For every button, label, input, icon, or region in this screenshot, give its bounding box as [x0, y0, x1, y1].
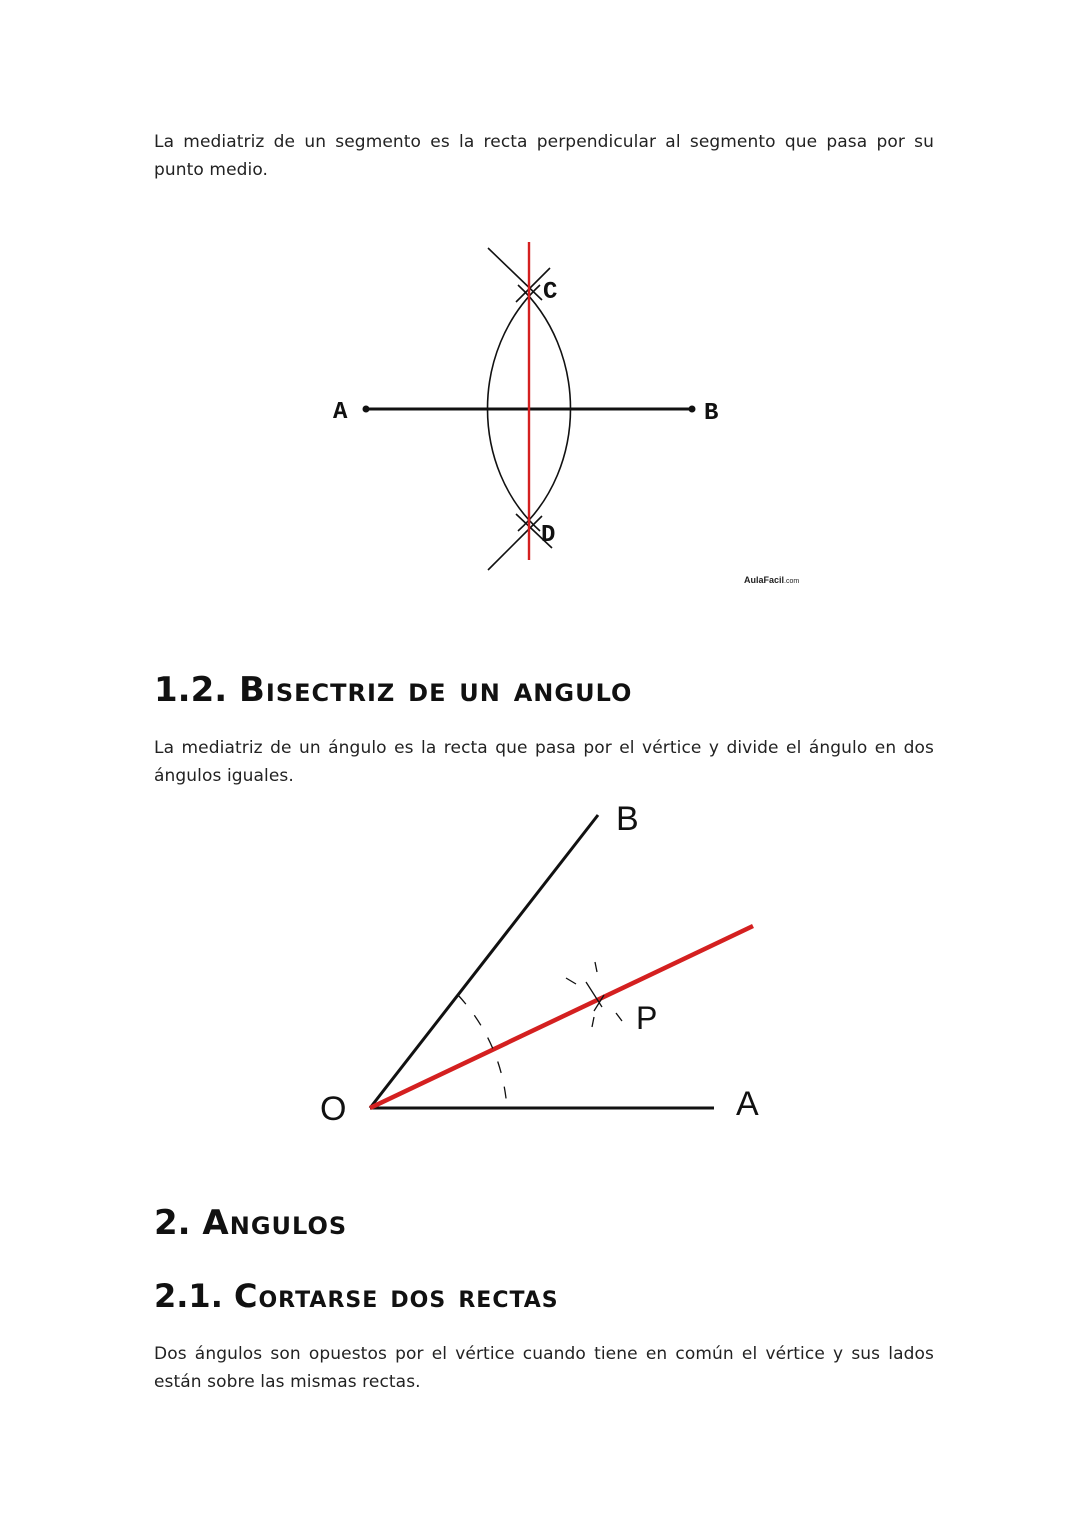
- heading-angulos-title: Angulos: [202, 1203, 348, 1243]
- bisectriz-diagram: [310, 795, 780, 1135]
- point-a: [363, 406, 370, 413]
- label-d: D: [541, 522, 556, 549]
- label-b: B: [704, 400, 719, 427]
- bisector-op: [370, 926, 753, 1108]
- heading-angulos: [154, 1203, 347, 1243]
- heading-bisectriz-title: Bisectriz de un angulo: [239, 670, 633, 710]
- construction-mark-5: [592, 1017, 594, 1027]
- label-a: A: [333, 399, 348, 426]
- ray-ob: [370, 815, 598, 1108]
- heading-bisectriz-number: 1.2.: [154, 670, 228, 710]
- construction-mark-1: [595, 962, 597, 972]
- heading-cortarse-number: 2.1.: [154, 1277, 223, 1315]
- opuestos-definition: Dos ángulos son opuestos por el vértice cuando tiene en común el vértice y sus lados están sobre las mismas rectas.: [154, 1344, 934, 1392]
- heading-cortarse-title: Cortarse dos rectas: [233, 1277, 559, 1315]
- heading-cortarse: [154, 1277, 559, 1315]
- heading-angulos-number: 2.: [154, 1203, 191, 1243]
- mediatriz-figure: [320, 240, 740, 580]
- label-c: C: [543, 279, 558, 306]
- label-p: P: [636, 1000, 658, 1036]
- aulafacil-watermark: AulaFacil.com: [744, 575, 800, 585]
- point-b: [689, 406, 696, 413]
- mediatriz-definition: La mediatriz de un segmento es la recta perpendicular al segmento que pasa por su punto medio.: [154, 132, 934, 180]
- mediatriz-diagram: [320, 240, 740, 580]
- arc-ext-c1: [488, 248, 542, 300]
- label-o: O: [320, 1090, 347, 1128]
- construction-arc-o: [458, 995, 507, 1108]
- construction-mark-6: [616, 1013, 622, 1021]
- construction-mark-2: [566, 978, 576, 984]
- label-b: B: [616, 800, 639, 838]
- bisectriz-figure: [310, 795, 780, 1135]
- bisectriz-definition: La mediatriz de un ángulo es la recta que pasa por el vértice y divide el ángulo en dos ángulos iguales.: [154, 738, 934, 786]
- heading-bisectriz: [154, 670, 632, 710]
- label-a: A: [736, 1085, 759, 1123]
- arc-ext-d1: [488, 516, 542, 570]
